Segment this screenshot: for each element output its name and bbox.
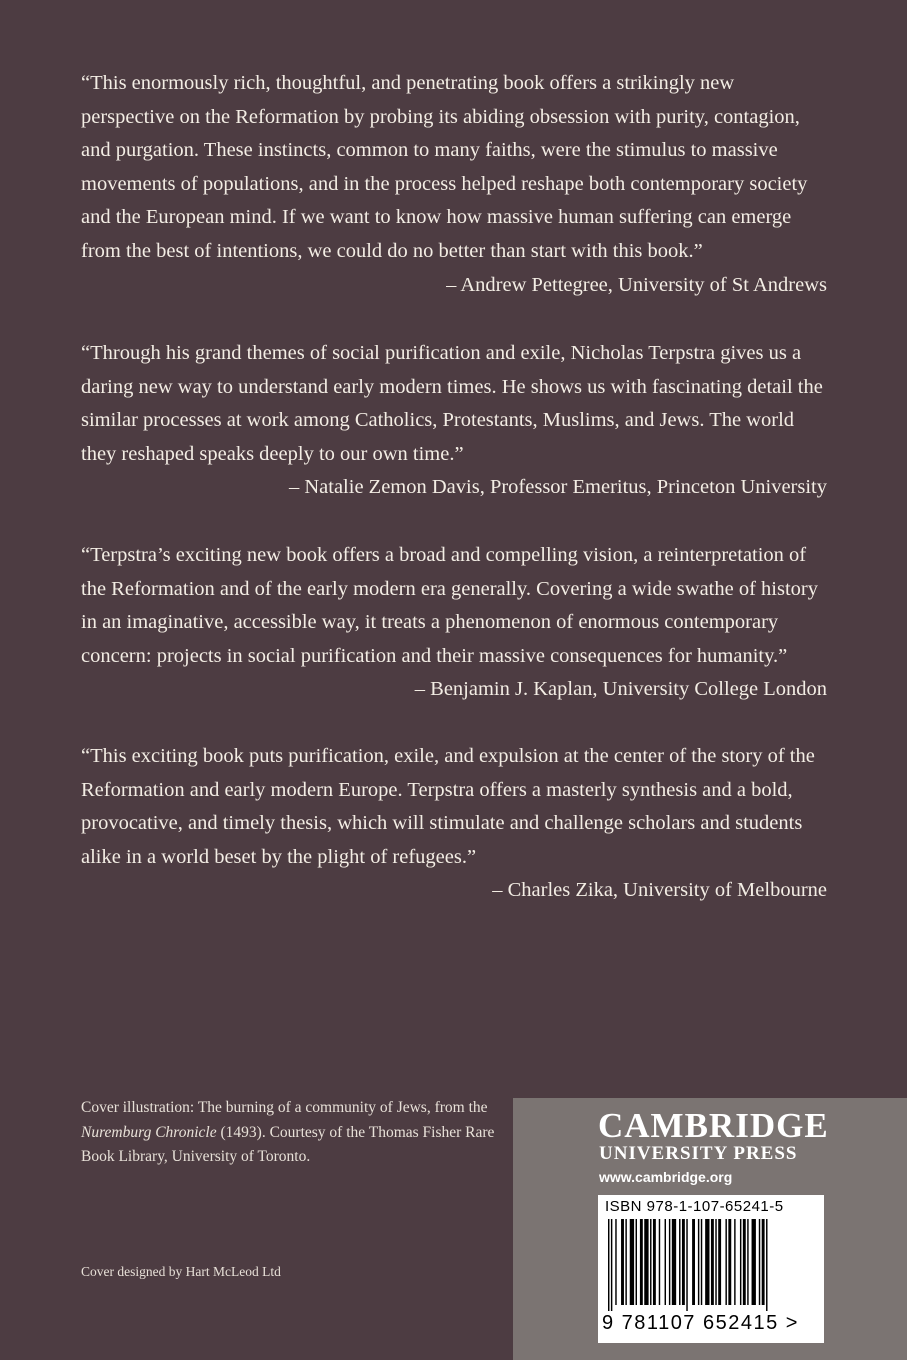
- publisher-url[interactable]: www.cambridge.org: [599, 1169, 733, 1185]
- quote-text: “This enormously rich, thoughtful, and penetrating book offers a strikingly new perspective on the Reformation by probing its abiding obsession with purity, contagion, and purgation. These instincts, common to many faiths, were the stimulus to massive movements of populations, and in the process helped reshape both contemporary society and the European mind. If we want to know how massive human suffering can emerge from the best of intentions, we could do no better than start with this book.”: [81, 72, 808, 262]
- credit-suffix: (1493). Courtesy of the Thomas Fisher Rare Book Library, University of Toronto.: [81, 1123, 495, 1165]
- barcode-number: 9 781107 652415 >: [602, 1312, 799, 1334]
- credit-prefix: Cover illustration: The burning of a community of Jews, from the: [81, 1099, 488, 1116]
- barcode-area: [598, 1195, 824, 1343]
- cover-illustration-credit: [81, 1096, 501, 1170]
- blurb-quote-1: [81, 67, 827, 302]
- quote-attribution: – Andrew Pettegree, University of St Andrews: [446, 273, 827, 296]
- barcode-icon: [604, 1219, 816, 1311]
- blurb-quote-3: [81, 539, 827, 707]
- quote-text: “This exciting book puts purification, exile, and expulsion at the center of the story of the Reformation and early modern Europe. Terpstra offers a masterly synthesis and a bold, provocative, and timely thesis, which will stimulate and challenge scholars and students alike in a world beset by the plight of refugees.”: [81, 745, 815, 868]
- quote-text: “Terpstra’s exciting new book offers a broad and compelling vision, a reinterpretation of the Reformation and of the early modern era generally. Covering a wide swathe of history in an imaginative, accessible way, it treats a phenomenon of enormous contemporary concern: projects in social purification and their massive consequences for humanity.”: [81, 544, 818, 667]
- cover-designer-credit: Cover designed by Hart McLeod Ltd: [81, 1264, 281, 1279]
- publisher-panel: [513, 1098, 907, 1360]
- quote-text: “Through his grand themes of social purification and exile, Nicholas Terpstra gives us a daring new way to understand early modern times. He shows us with fascinating detail the similar processes at work among Catholics, Protestants, Muslims, and Jews. The world they reshaped speaks deeply to our own time.”: [81, 342, 823, 465]
- publisher-logo-name: CAMBRIDGE: [598, 1106, 829, 1145]
- quote-attribution: – Natalie Zemon Davis, Professor Emeritus, Princeton University: [288, 476, 827, 499]
- blurb-quote-4: [81, 740, 827, 908]
- blurb-quote-2: [81, 337, 827, 505]
- credit-title: Nuremburg Chronicle: [81, 1123, 217, 1141]
- quote-attribution: – Benjamin J. Kaplan, University College London: [414, 678, 827, 701]
- quote-attribution: – Charles Zika, University of Melbourne: [492, 879, 827, 902]
- publisher-press: UNIVERSITY PRESS: [599, 1143, 798, 1164]
- isbn-label: ISBN 978-1-107-65241-5: [605, 1198, 784, 1215]
